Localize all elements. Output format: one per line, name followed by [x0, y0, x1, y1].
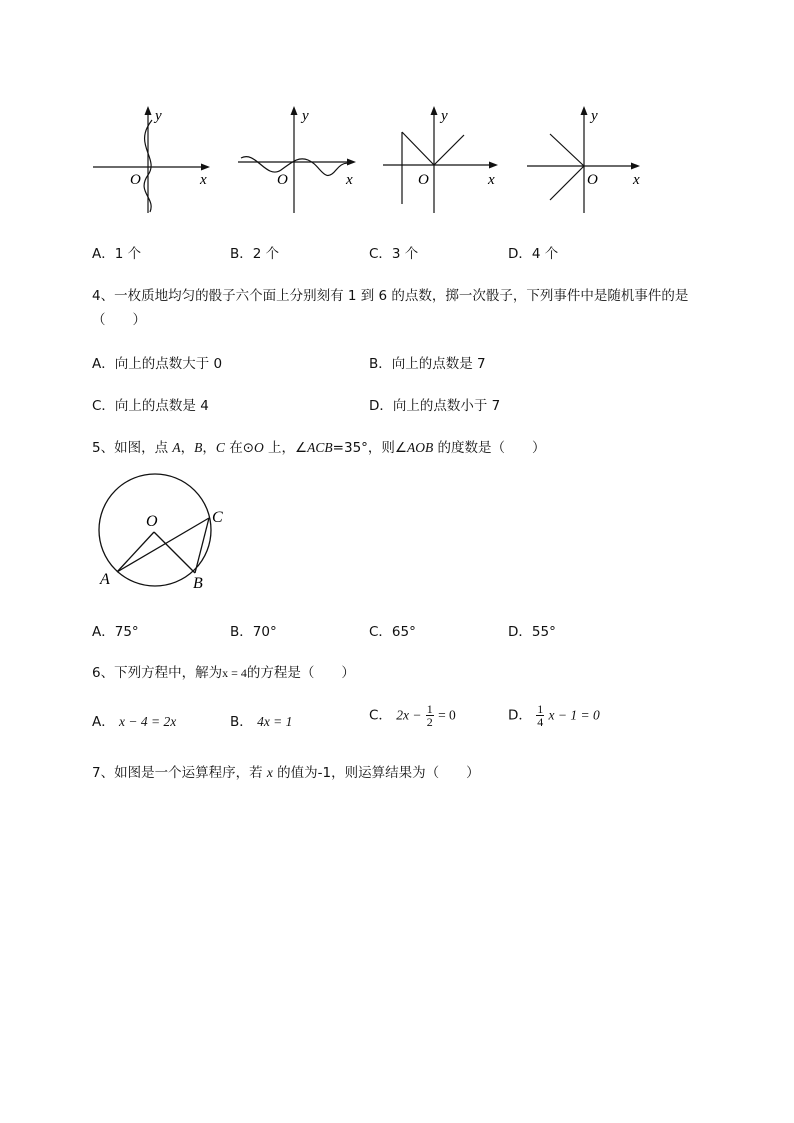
- graph-d-x-label: x: [633, 172, 640, 188]
- q6-option-c-fraction: [426, 703, 434, 728]
- q4-option-b[interactable]: B．向上的点数是 7: [369, 356, 486, 372]
- q5-text-2: 在⊙: [224, 440, 255, 456]
- q6-option-d-den: 4: [537, 715, 544, 729]
- graph-a: [88, 100, 218, 215]
- q6-option-c[interactable]: [369, 703, 456, 728]
- q3-option-b[interactable]: B．2 个: [230, 246, 280, 262]
- q6-option-d-post: x − 1 = 0: [548, 707, 600, 723]
- q4-stem: 4、一枚质地均匀的骰子六个面上分别刻有 1 到 6 的点数，掷一次骰子，下列事件中是随机事件的是: [92, 288, 689, 304]
- q5-point-a: A: [172, 440, 181, 455]
- q6-option-b[interactable]: [230, 710, 292, 730]
- graph-b-origin-label: O: [277, 172, 288, 188]
- q5-option-c[interactable]: C．65°: [369, 624, 416, 640]
- q6-option-b-expr: 4x = 1: [257, 714, 293, 729]
- q5-fig-label-a: A: [100, 571, 110, 588]
- q3-option-c[interactable]: C．3 个: [369, 246, 419, 262]
- q6-option-c-label: C．: [369, 707, 392, 724]
- graph-b-x-label: x: [346, 172, 353, 188]
- q5-fig-label-o: O: [146, 513, 158, 530]
- graph-d-y-label: y: [591, 108, 598, 124]
- q5-circle-o: O: [254, 440, 264, 455]
- graph-a-x-label: x: [200, 172, 207, 188]
- q6-option-a-expr: x − 4 = 2x: [119, 714, 177, 729]
- graph-c: [378, 100, 508, 215]
- q4-option-d[interactable]: D．向上的点数小于 7: [369, 398, 501, 414]
- graph-a-y-label: y: [155, 108, 162, 124]
- q4-option-a[interactable]: A．向上的点数大于 0: [92, 356, 223, 372]
- q5-text-1: 5、如图，点: [92, 440, 173, 456]
- graph-c-y-label: y: [441, 108, 448, 124]
- q3-option-d[interactable]: D．4 个: [508, 246, 559, 262]
- graph-a-origin-label: O: [130, 172, 141, 188]
- graph-d-origin-label: O: [587, 172, 598, 188]
- q6-option-a-label: A．: [92, 714, 115, 730]
- q6-text-2: 的方程是（ ）: [246, 665, 355, 681]
- q7-stem: [92, 761, 480, 781]
- q5-fig-label-b: B: [193, 575, 203, 592]
- q5-text-4: =35°，则∠: [332, 440, 408, 456]
- graph-b-y-label: y: [302, 108, 309, 124]
- q6-option-d-fraction: [536, 703, 544, 728]
- q5-angle-acb: ACB: [307, 440, 333, 455]
- q6-option-d[interactable]: [508, 703, 600, 728]
- q6-option-c-den: 2: [426, 715, 433, 729]
- q5-sep-2: ，: [202, 440, 216, 456]
- q6-option-c-pre: 2x −: [396, 707, 422, 723]
- q5-text-3: 上，∠: [263, 440, 308, 456]
- q5-point-b: B: [194, 440, 203, 455]
- q4-answer-paren: （ ）: [92, 312, 146, 328]
- q6-option-c-post: = 0: [438, 707, 456, 723]
- graph-b: [236, 100, 366, 215]
- q7-text-2: 的值为-1，则运算结果为（ ）: [272, 765, 480, 781]
- q5-option-b[interactable]: B．70°: [230, 624, 277, 640]
- q6-option-c-num: 1: [426, 702, 433, 716]
- q6-option-a[interactable]: [92, 710, 176, 730]
- graph-c-origin-label: O: [418, 172, 429, 188]
- q5-fig-label-c: C: [212, 509, 223, 526]
- q6-option-b-label: B．: [230, 714, 253, 730]
- q6-option-d-label: D．: [508, 707, 532, 724]
- q5-sep-1: ，: [180, 440, 195, 456]
- q6-option-d-num: 1: [537, 702, 544, 716]
- q5-text-5: 的度数是（ ）: [433, 440, 546, 456]
- q7-variable-x: x: [266, 765, 273, 780]
- graph-c-x-label: x: [488, 172, 495, 188]
- q5-point-c: C: [215, 440, 225, 455]
- q5-angle-aob: AOB: [407, 440, 434, 455]
- q5-circle-figure: [92, 470, 242, 595]
- q6-stem: [92, 661, 355, 681]
- q5-option-a[interactable]: A．75°: [92, 624, 139, 640]
- q7-text-1: 7、如图是一个运算程序，若: [92, 765, 267, 781]
- q3-option-a[interactable]: A．1 个: [92, 246, 142, 262]
- q5-option-d[interactable]: D．55°: [508, 624, 556, 640]
- q6-equation: x = 4: [222, 666, 247, 680]
- q4-option-c[interactable]: C．向上的点数是 4: [92, 398, 209, 414]
- q5-stem: [92, 436, 546, 456]
- graph-d: [522, 100, 652, 215]
- q6-text-1: 6、下列方程中，解为: [92, 665, 223, 681]
